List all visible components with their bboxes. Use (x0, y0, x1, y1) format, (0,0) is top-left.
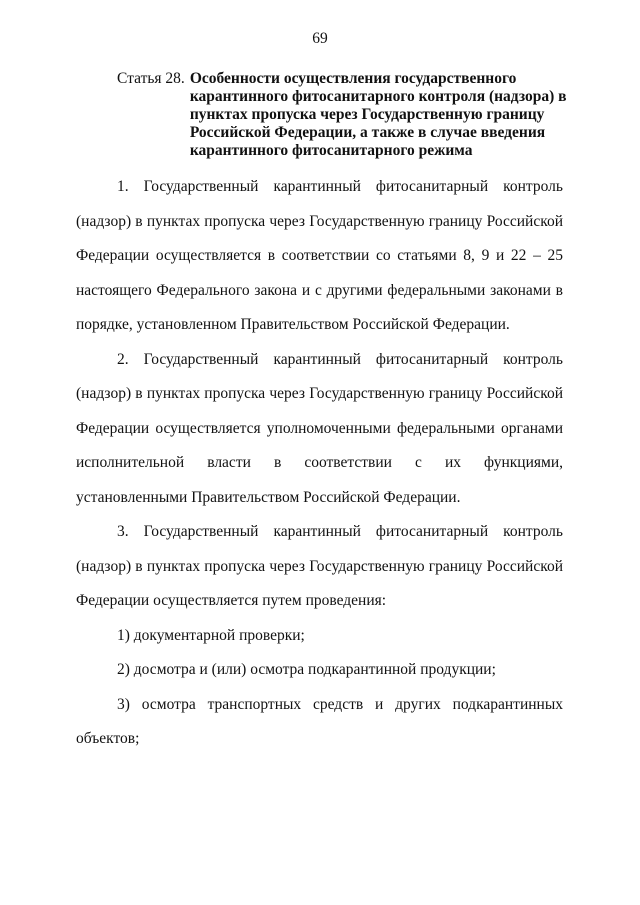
list-item-1: 1) документарной проверки; (117, 626, 305, 644)
article-label: Статья 28. (117, 70, 185, 87)
page-number: 69 (312, 30, 328, 47)
article-heading (117, 70, 577, 160)
paragraph-1: 1. Государственный карантинный фитосанитарный контроль (надзор) в пунктах пропуска через Государственную границу Российской Федерации осуществляется в соответствии со статьями 8, 9 и 22 – 25 настоящего Федерального закона и с другими федеральными законами в порядке, установленном Правительством Российской Федерации. (76, 178, 563, 333)
article-title: Особенности осуществления государственного карантинного фитосанитарного контроля (надзора) в пунктах пропуска через Государственную границу Российской Федерации, а также в случае введения карантинного фитосанитарного режима (189, 70, 567, 159)
list-item-3: 3) осмотра транспортных средств и других подкарантинных объектов; (76, 695, 563, 747)
article-body (76, 170, 563, 757)
list-item-2: 2) досмотра и (или) осмотра подкарантинной продукции; (117, 661, 496, 678)
paragraph-3: 3. Государственный карантинный фитосанитарный контроль (надзор) в пунктах пропуска через Государственную границу Российской Федерации осуществляется путем проведения: (76, 523, 563, 609)
paragraph-2: 2. Государственный карантинный фитосанитарный контроль (надзор) в пунктах пропуска через Государственную границу Российской Федерации осуществляется уполномоченными федеральными органами исполнительной власти в соответствии с их функциями, установленными Правительством Российской Федерации. (76, 350, 563, 506)
